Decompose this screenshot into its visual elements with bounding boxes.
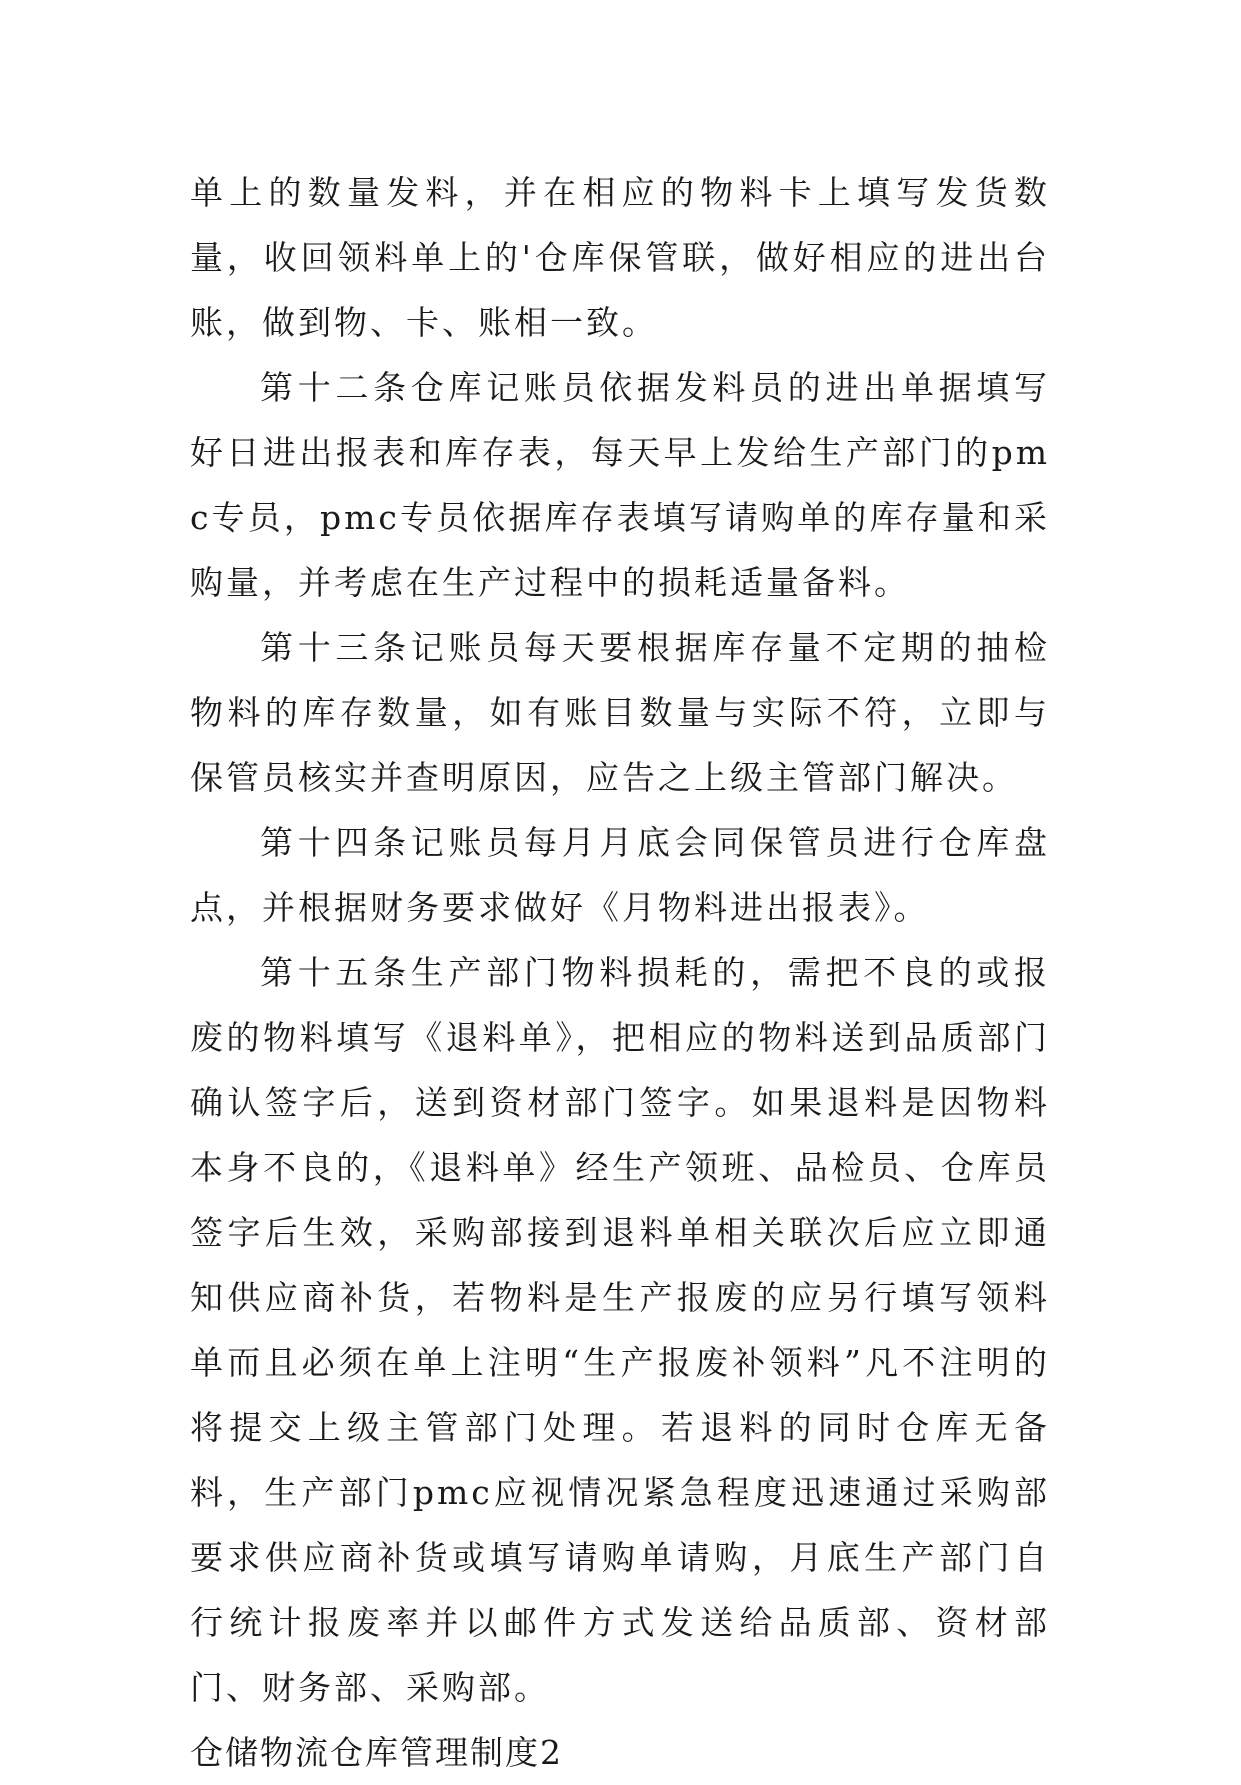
paragraph-article-12: 第十二条仓库记账员依据发料员的进出单据填写好日进出报表和库存表，每天早上发给生产部门的pmc专员，pmc专员依据库存表填写请购单的库存量和采购量，并考虑在生产过程中的损耗适量备料。 — [190, 368, 1050, 602]
paragraph-article-15: 第十五条生产部门物料损耗的，需把不良的或报废的物料填写《退料单》，把相应的物料送到品质部门确认签字后，送到资材部门签字。如果退料是因物料本身不良的，《退料单》经生产领班、品检员、仓库员签字后生效，采购部接到退料单相关联次后应立即通知供应商补货，若物料是生产报废的应另行填写领料单而且必须在单上注明“生产报废补领料”凡不注明的将提交上级主管部门处理。若退料的同时仓库无备料，生产部门pmc应视情况紧急程度迅速通过采购部要求供应商补货或填写请购单请购，月底生产部门自行统计报废率并以邮件方式发送给品质部、资材部门、财务部、采购部。 — [190, 953, 1050, 1707]
paragraph-article-14: 第十四条记账员每月月底会同保管员进行仓库盘点，并根据财务要求做好《月物料进出报表》。 — [190, 823, 1050, 927]
section-title: 仓储物流仓库管理制度2 — [190, 1733, 563, 1772]
paragraph-article-13: 第十三条记账员每天要根据库存量不定期的抽检物料的库存数量，如有账目数量与实际不符，立即与保管员核实并查明原因，应告之上级主管部门解决。 — [190, 628, 1050, 797]
document-body — [190, 160, 1050, 1785]
paragraph-continuation: 单上的数量发料，并在相应的物料卡上填写发货数量，收回领料单上的'仓库保管联，做好相应的进出台账，做到物、卡、账相一致。 — [190, 173, 1050, 342]
